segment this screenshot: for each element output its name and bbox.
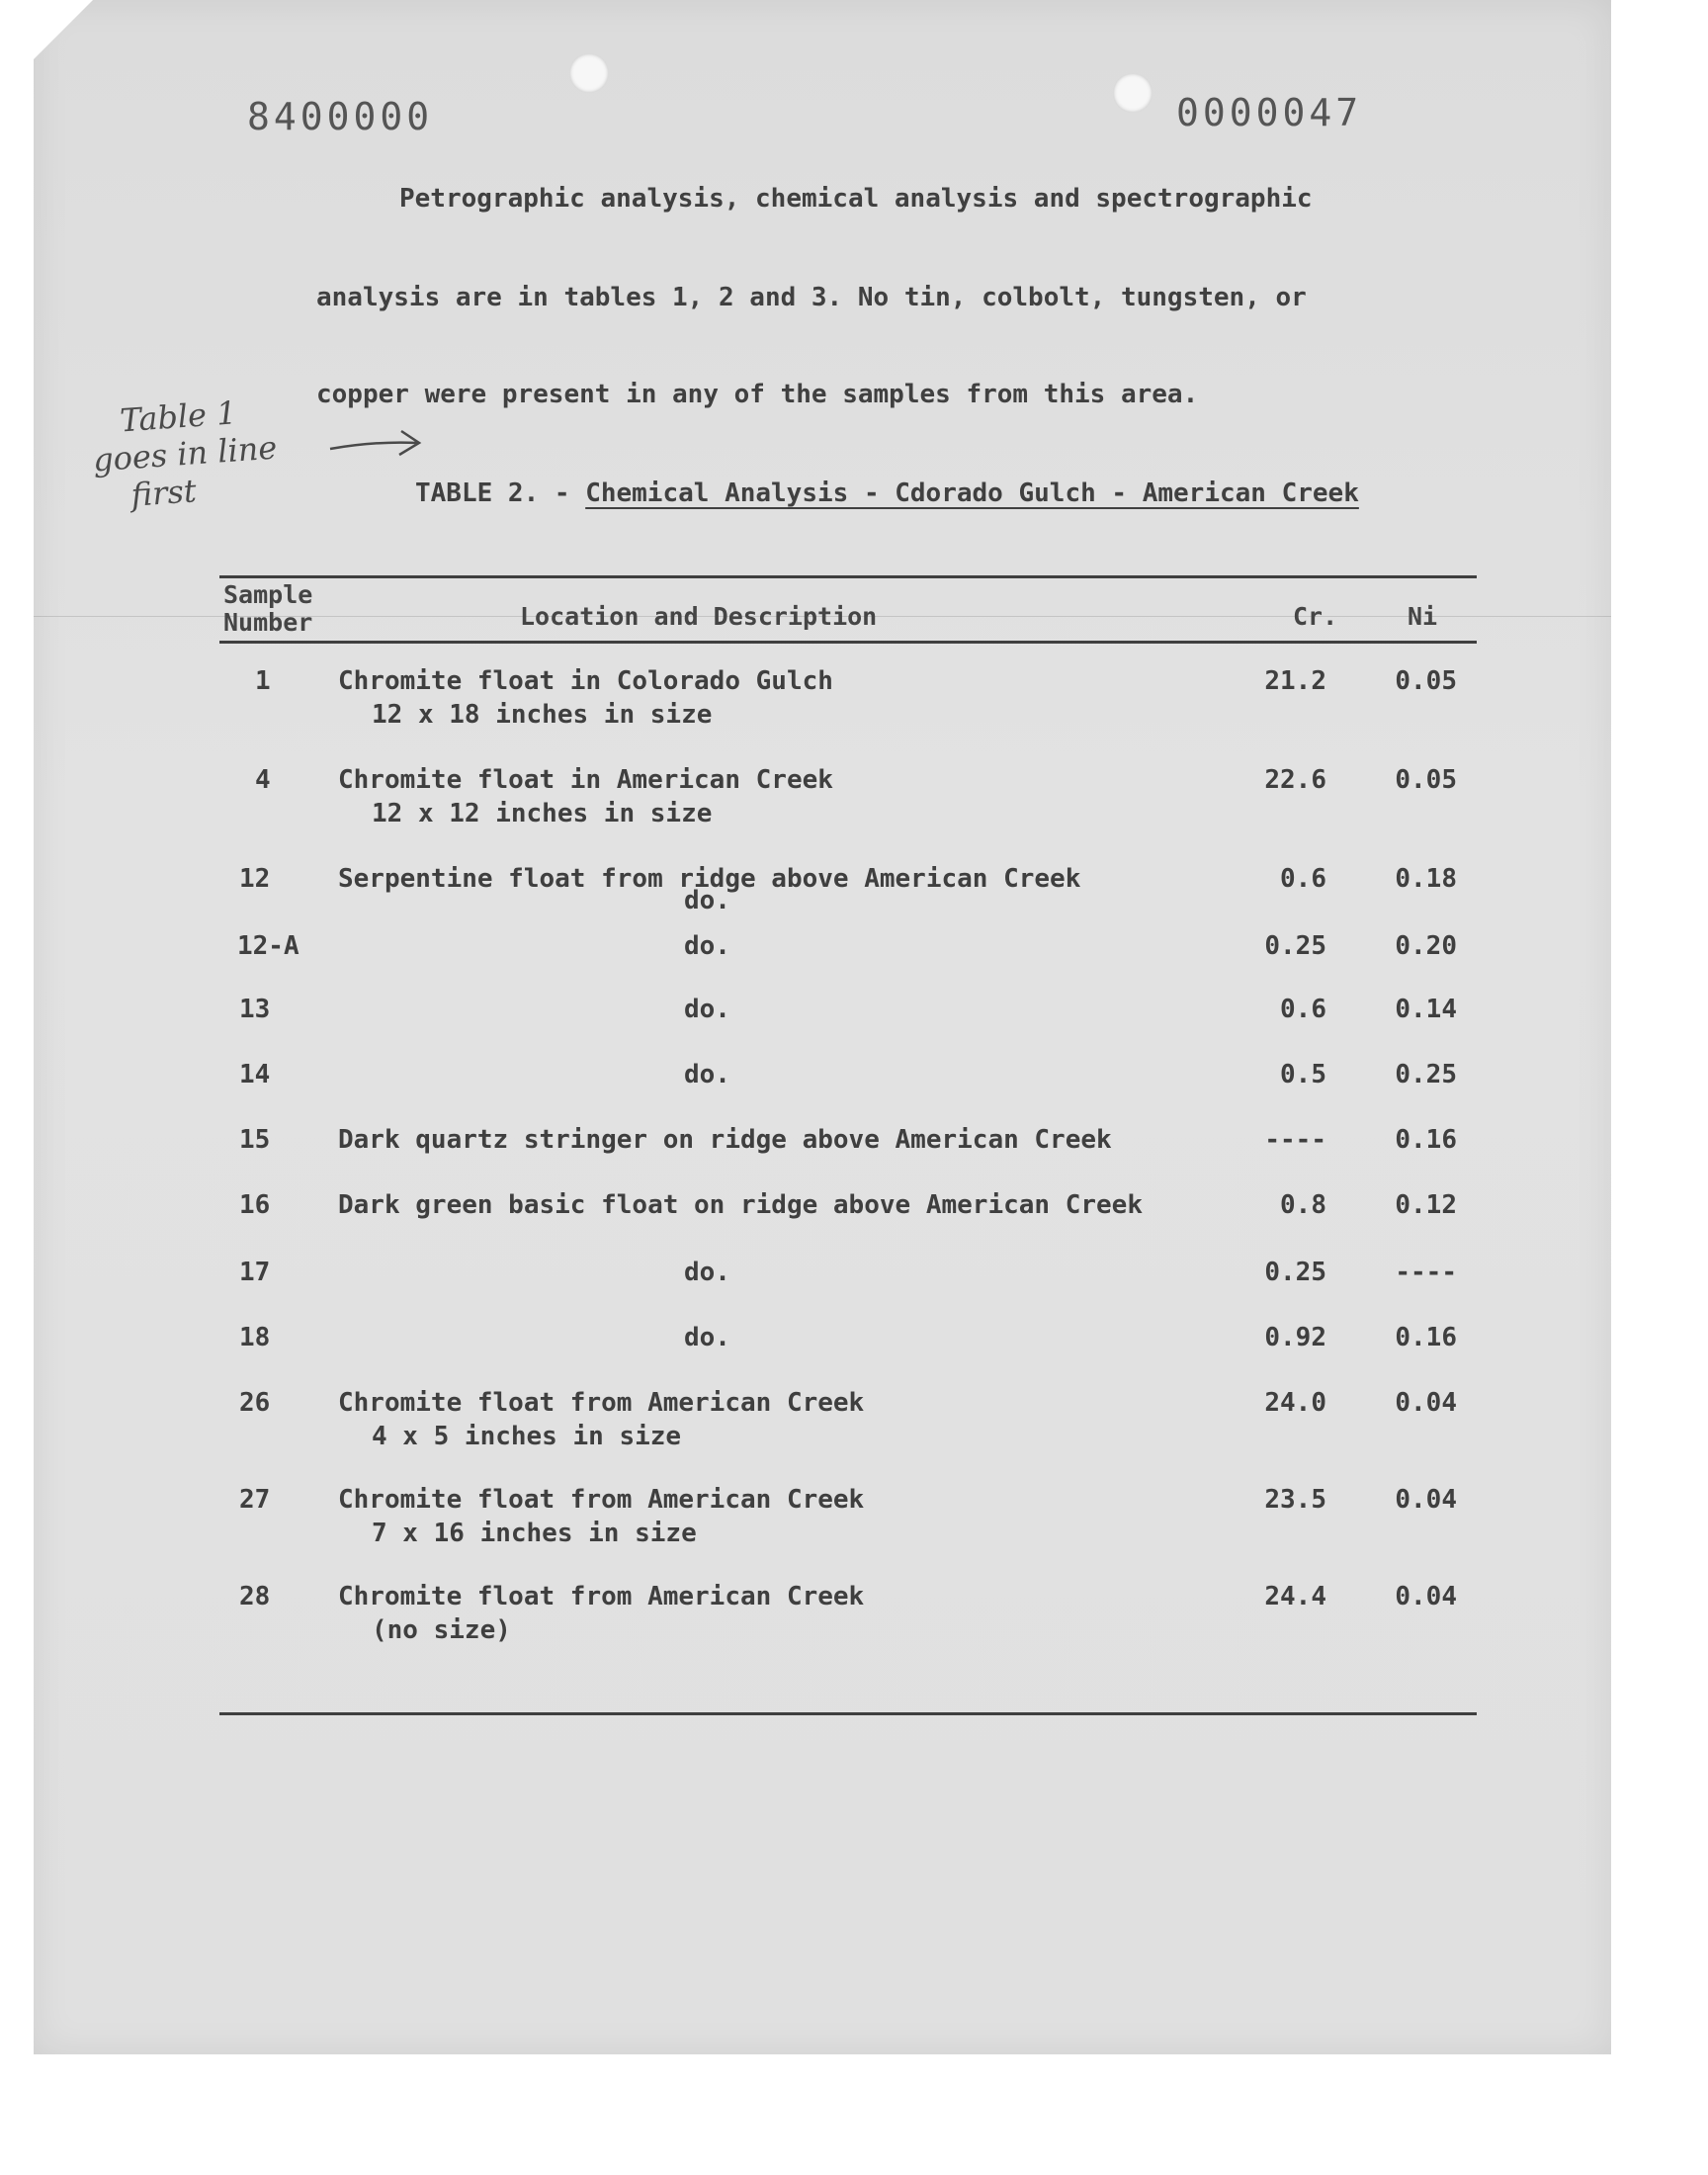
- table-cell-description: Serpentine float from ridge above American Creek: [338, 864, 1081, 894]
- table-cell-ni: 0.14: [1395, 995, 1457, 1024]
- table-cell-description: Chromite float from American Creek: [338, 1388, 865, 1418]
- table-cell-cr: 23.5: [1264, 1485, 1326, 1515]
- table-cell-ni: 0.18: [1395, 864, 1457, 894]
- table-cell-sample: 12-A: [237, 931, 299, 961]
- table-cell-cr: 0.6: [1280, 864, 1326, 894]
- handwritten-arrow-icon: [326, 427, 425, 463]
- table-cell-cr: 0.92: [1264, 1323, 1326, 1352]
- table-cell-cr: 0.25: [1264, 931, 1326, 961]
- table-cell-sample: 17: [239, 1258, 271, 1287]
- table-cell-description: Chromite float from American Creek: [338, 1485, 865, 1515]
- table-cell-sample: 14: [239, 1060, 271, 1089]
- table-cell-description: Chromite float in Colorado Gulch: [338, 666, 833, 696]
- table-cell-sample: 18: [239, 1323, 271, 1352]
- table-cell-description-line-2: 12 x 18 inches in size: [372, 700, 713, 730]
- table-cell-description: do.: [684, 931, 730, 961]
- table-cell-description-line-2: 7 x 16 inches in size: [372, 1519, 697, 1548]
- table-caption-prefix: TABLE 2. -: [415, 478, 586, 508]
- paragraph-line-3: copper were present in any of the samples from this area.: [316, 380, 1199, 409]
- table-cell-description-line-2: 12 x 12 inches in size: [372, 799, 713, 828]
- header-sample-line-2: Number: [223, 608, 313, 637]
- header-sample-number: [223, 581, 312, 637]
- punch-hole-right: [1113, 73, 1153, 113]
- table-top-rule: [219, 575, 1477, 578]
- header-sample-line-1: Sample: [223, 580, 313, 609]
- table-cell-description: do.: [684, 1258, 730, 1287]
- table-cell-cr: 24.0: [1264, 1388, 1326, 1418]
- punch-hole-left: [569, 53, 609, 93]
- table-cell-description: Chromite float in American Creek: [338, 765, 833, 795]
- table-cell-sample: 26: [239, 1388, 271, 1418]
- table-cell-ni: ----: [1395, 1258, 1457, 1287]
- table-cell-description: do.: [684, 995, 730, 1024]
- header-ni: Ni: [1408, 602, 1438, 631]
- table-cell-ni: 0.16: [1395, 1323, 1457, 1352]
- table-cell-cr: ----: [1264, 1125, 1326, 1155]
- handwritten-note-line-2: goes in line: [91, 428, 279, 479]
- table-cell-ni: 0.05: [1395, 666, 1457, 696]
- table-cell-description-line-2: do.: [684, 886, 730, 915]
- table-cell-ni: 0.04: [1395, 1388, 1457, 1418]
- table-cell-cr: 0.25: [1264, 1258, 1326, 1287]
- doc-number-left: 8400000: [247, 95, 434, 138]
- table-cell-cr: 21.2: [1264, 666, 1326, 696]
- table-header-rule: [219, 641, 1477, 644]
- table-cell-cr: 0.5: [1280, 1060, 1326, 1089]
- table-cell-description: do.: [684, 1323, 730, 1352]
- table-cell-ni: 0.16: [1395, 1125, 1457, 1155]
- table-cell-sample: 15: [239, 1125, 271, 1155]
- table-cell-sample: 16: [239, 1190, 271, 1220]
- table-cell-sample: 4: [255, 765, 271, 795]
- table-caption-title: Chemical Analysis - Cdorado Gulch - American Creek: [585, 478, 1359, 508]
- handwritten-note-line-1: Table 1: [119, 393, 238, 440]
- table-cell-ni: 0.04: [1395, 1582, 1457, 1611]
- table-cell-description: do.: [684, 1060, 730, 1089]
- table-cell-sample: 28: [239, 1582, 271, 1611]
- table-cell-ni: 0.20: [1395, 931, 1457, 961]
- table-cell-description-line-2: (no size): [372, 1615, 511, 1645]
- folded-corner: [34, 0, 93, 59]
- paragraph-line-2: analysis are in tables 1, 2 and 3. No tin, colbolt, tungsten, or: [316, 283, 1307, 312]
- table-cell-sample: 27: [239, 1485, 271, 1515]
- table-cell-cr: 24.4: [1264, 1582, 1326, 1611]
- table-cell-ni: 0.04: [1395, 1485, 1457, 1515]
- table-cell-ni: 0.05: [1395, 765, 1457, 795]
- header-location: Location and Description: [520, 602, 878, 631]
- table-cell-cr: 0.8: [1280, 1190, 1326, 1220]
- table-cell-description: Chromite float from American Creek: [338, 1582, 865, 1611]
- table-cell-sample: 1: [255, 666, 271, 696]
- table-cell-cr: 0.6: [1280, 995, 1326, 1024]
- table-cell-description-line-2: 4 x 5 inches in size: [372, 1422, 682, 1451]
- table-cell-description: Dark green basic float on ridge above American Creek: [338, 1190, 1143, 1220]
- table-cell-cr: 22.6: [1264, 765, 1326, 795]
- header-cr: Cr.: [1293, 602, 1338, 631]
- handwritten-note-line-3: first: [129, 472, 198, 514]
- table-cell-sample: 13: [239, 995, 271, 1024]
- table-caption: [415, 478, 1359, 508]
- handwritten-note: [89, 392, 281, 517]
- table-bottom-rule: [219, 1712, 1477, 1715]
- table-cell-ni: 0.25: [1395, 1060, 1457, 1089]
- doc-number-right: 0000047: [1176, 91, 1363, 134]
- paragraph-line-1: Petrographic analysis, chemical analysis and spectrographic: [399, 184, 1313, 214]
- table-cell-sample: 12: [239, 864, 271, 894]
- table-cell-description: Dark quartz stringer on ridge above American Creek: [338, 1125, 1112, 1155]
- table-cell-ni: 0.12: [1395, 1190, 1457, 1220]
